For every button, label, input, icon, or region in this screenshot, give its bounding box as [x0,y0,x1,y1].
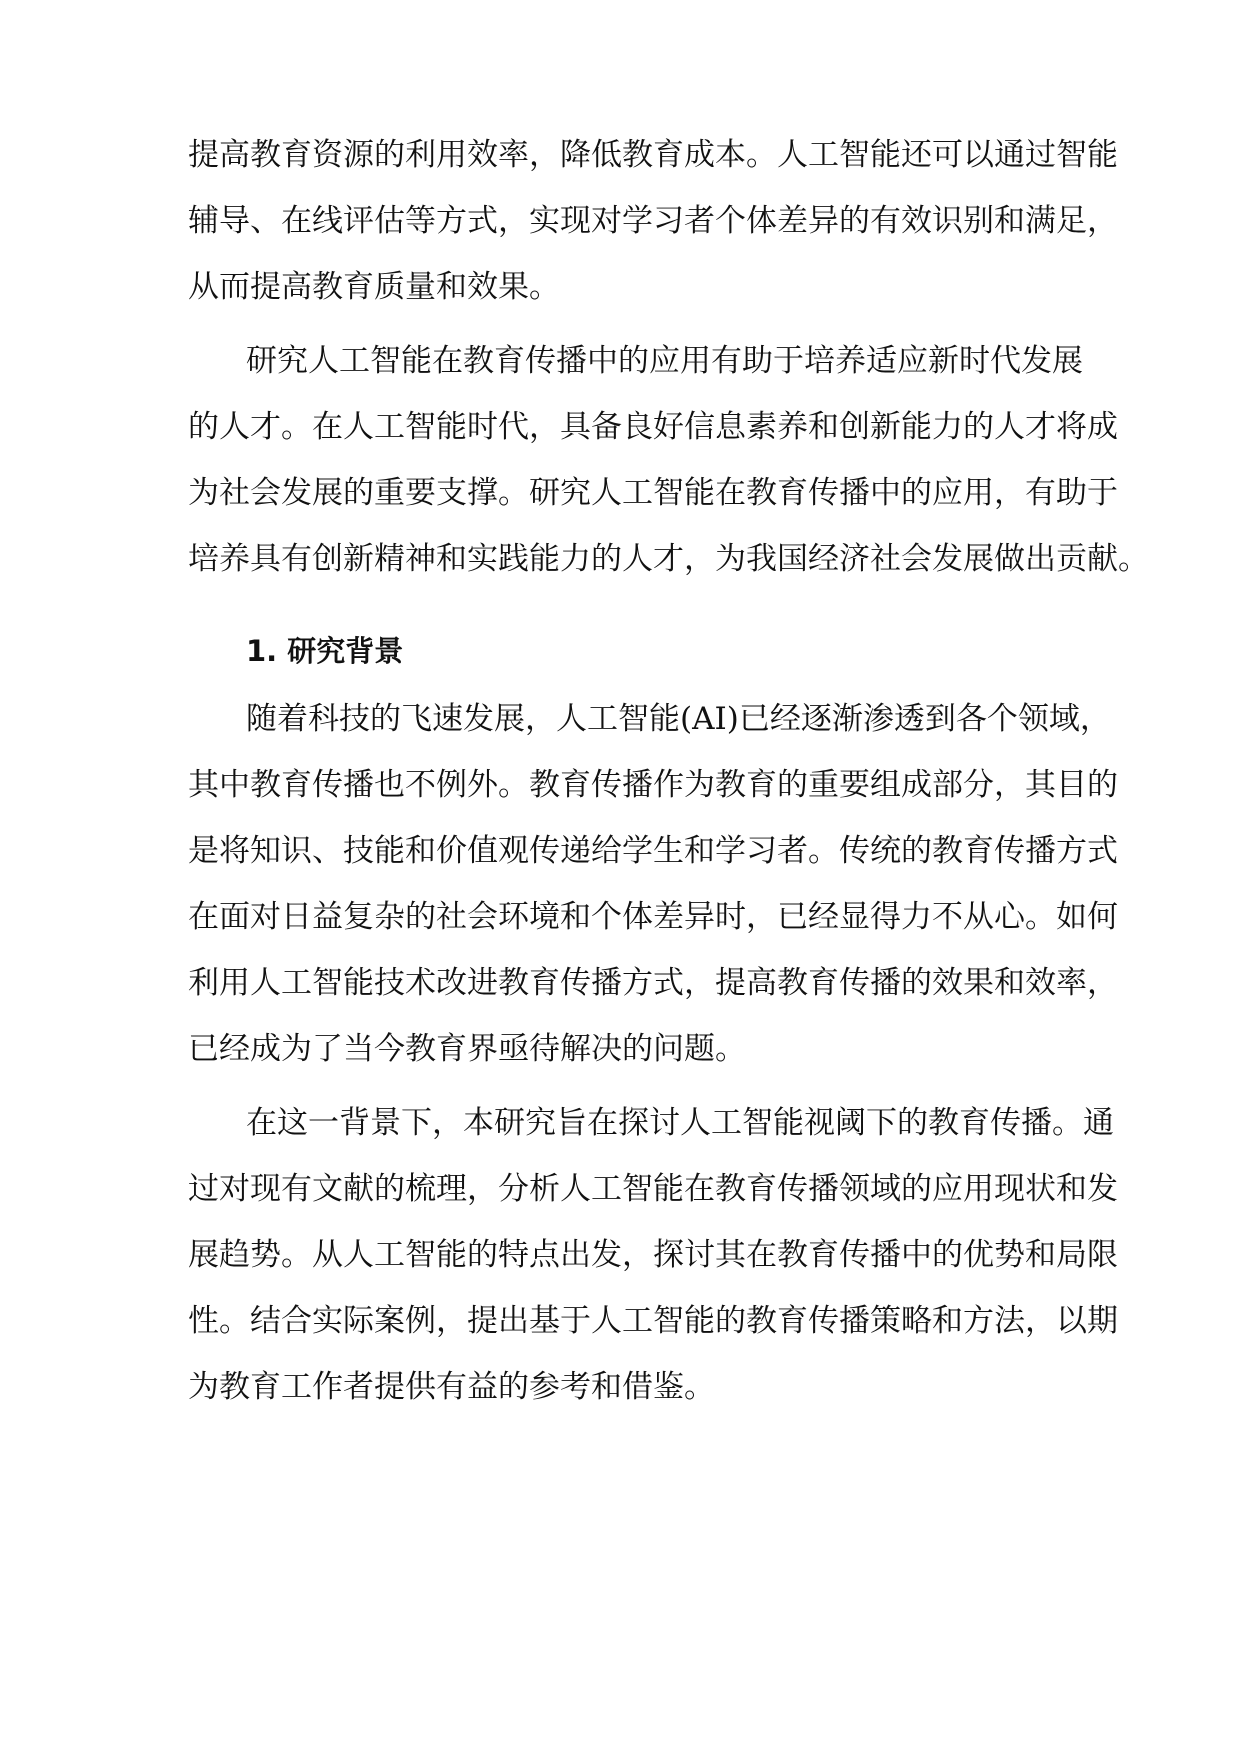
paragraph-line: 过对现有文献的梳理，分析人工智能在教育传播领域的应用现状和发 [188,1171,1118,1207]
paragraph-line: 已经成为了当今教育界亟待解决的问题。 [188,1031,746,1067]
paragraph-line: 展趋势。从人工智能的特点出发，探讨其在教育传播中的优势和局限 [188,1237,1118,1273]
paragraph-line: 其中教育传播也不例外。教育传播作为教育的重要组成部分，其目的 [188,767,1118,803]
paragraph-line: 为教育工作者提供有益的参考和借鉴。 [188,1369,715,1405]
paragraph-line: 辅导、在线评估等方式，实现对学习者个体差异的有效识别和满足， [188,203,1118,239]
paragraph-line: 研究人工智能在教育传播中的应用有助于培养适应新时代发展 [246,343,1083,379]
paragraph-line: 利用人工智能技术改进教育传播方式，提高教育传播的效果和效率， [188,965,1118,1001]
paragraph-line: 在面对日益复杂的社会环境和个体差异时，已经显得力不从心。如何 [188,899,1118,935]
paragraph-line: 在这一背景下，本研究旨在探讨人工智能视阈下的教育传播。通 [246,1105,1114,1141]
section-heading: 1. 研究背景 [246,634,404,668]
paragraph-line: 从而提高教育质量和效果。 [188,269,560,305]
paragraph-line: 是将知识、技能和价值观传递给学生和学习者。传统的教育传播方式 [188,833,1118,869]
paragraph-line: 培养具有创新精神和实践能力的人才，为我国经济社会发展做出贡献。 [188,541,1149,577]
paragraph-line: 为社会发展的重要支撑。研究人工智能在教育传播中的应用，有助于 [188,475,1118,511]
paragraph-line: 性。结合实际案例，提出基于人工智能的教育传播策略和方法，以期 [188,1303,1118,1339]
paragraph-line: 的人才。在人工智能时代，具备良好信息素养和创新能力的人才将成 [188,409,1118,445]
paragraph-line: 提高教育资源的利用效率，降低教育成本。人工智能还可以通过智能 [188,137,1118,173]
paragraph-line: 随着科技的飞速发展，人工智能(AI)已经逐渐渗透到各个领域， [246,701,1111,737]
